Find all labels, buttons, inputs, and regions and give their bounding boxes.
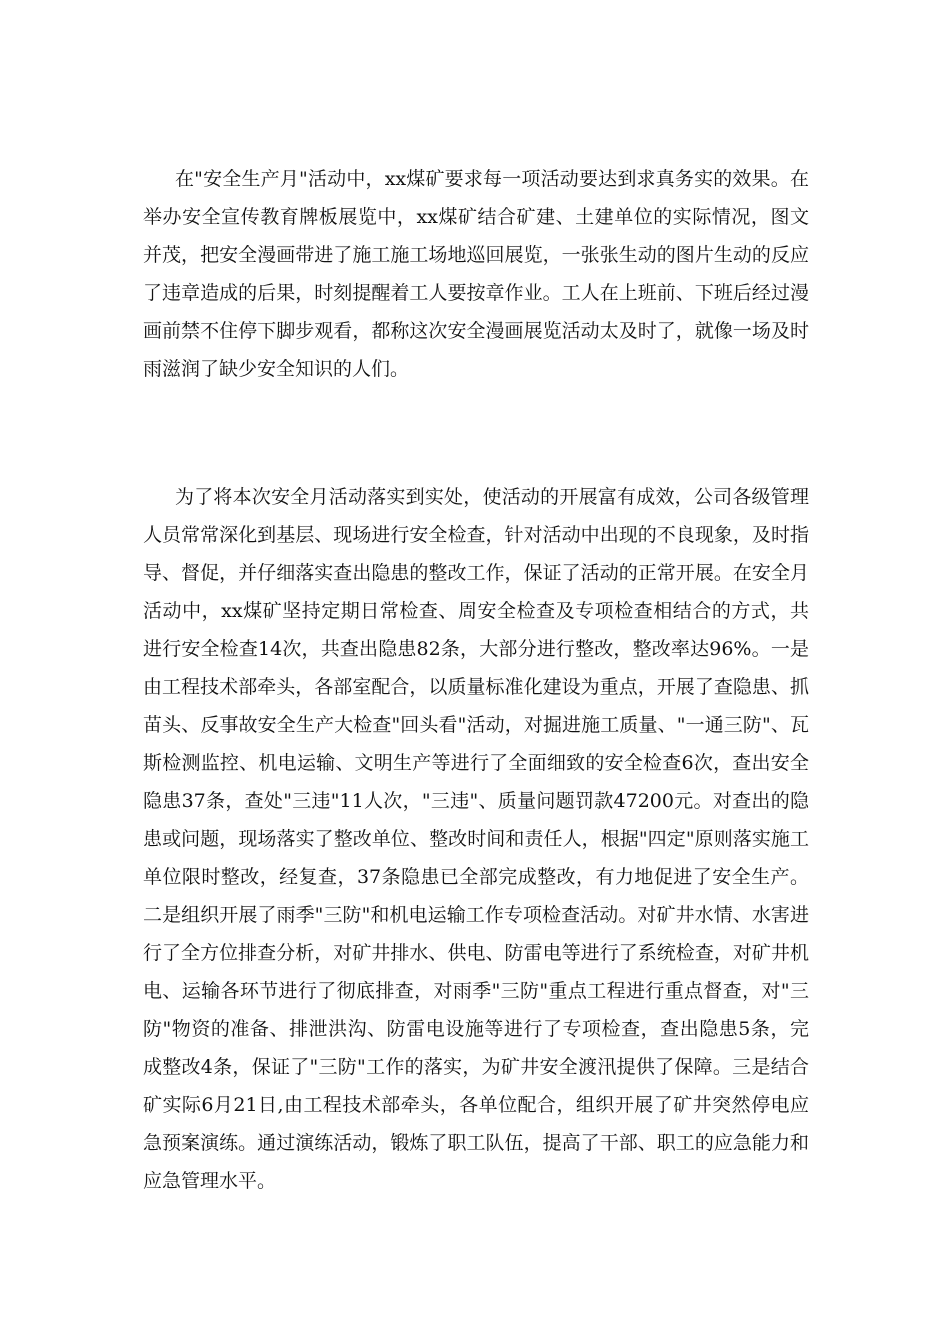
paragraph-safety-inspection: 为了将本次安全月活动落实到实处，使活动的开展富有成效，公司各级管理人员常常深化到基层、现场进行安全检查，针对活动中出现的不良现象，及时指导、督促，并仔细落实查出隐患的整改工作，保证了活动的正常开展。在安全月活动中，xx煤矿坚持定期日常检查、周安全检查及专项检查相结合的方式，共进行安全检查14次，共查出隐患82条，大部分进行整改，整改率达96%。一是由工程技术部牵头，各部室配合，以质量标准化建设为重点，开展了查隐患、抓苗头、反事故安全生产大检查"回头看"活动，对掘进施工质量、"一通三防"、瓦斯检测监控、机电运输、文明生产等进行了全面细致的安全检查6次，查出安全隐患37条，查处"三违"11人次，"三违"、质量问题罚款47200元。对查出的隐患或问题，现场落实了整改单位、整改时间和责任人，根据"四定"原则落实施工单位限时整改，经复查，37条隐患已全部完成整改，有力地促进了安全生产。二是组织开展了雨季"三防"和机电运输工作专项检查活动。对矿井水情、水害进行了全方位排查分析，对矿井排水、供电、防雷电等进行了系统检查，对矿井机电、运输各环节进行了彻底排查，对雨季"三防"重点工程进行重点督查，对"三防"物资的准备、排泄洪沟、防雷电设施等进行了专项检查，查出隐患5条，完成整改4条，保证了"三防"工作的落实，为矿井安全渡汛提供了保障。三是结合矿实际6月21日,由工程技术部牵头，各单位配合，组织开展了矿井突然停电应急预案演练。通过演练活动，锻炼了职工队伍，提高了干部、职工的应急能力和应急管理水平。 [143,486,809,1192]
paragraph-safety-month-exhibition: 在"安全生产月"活动中，xx煤矿要求每一项活动要达到求真务实的效果。在举办安全宣传教育牌板展览中，xx煤矿结合矿建、土建单位的实际情况，图文并茂，把安全漫画带进了施工施工场地巡回展览，一张张生动的图片生动的反应了违章造成的后果，时刻提醒着工人要按章作业。工人在上班前、下班后经过漫画前禁不住停下脚步观看，都称这次安全漫画展览活动太及时了，就像一场及时雨滋润了缺少安全知识的人们。 [143,168,809,380]
